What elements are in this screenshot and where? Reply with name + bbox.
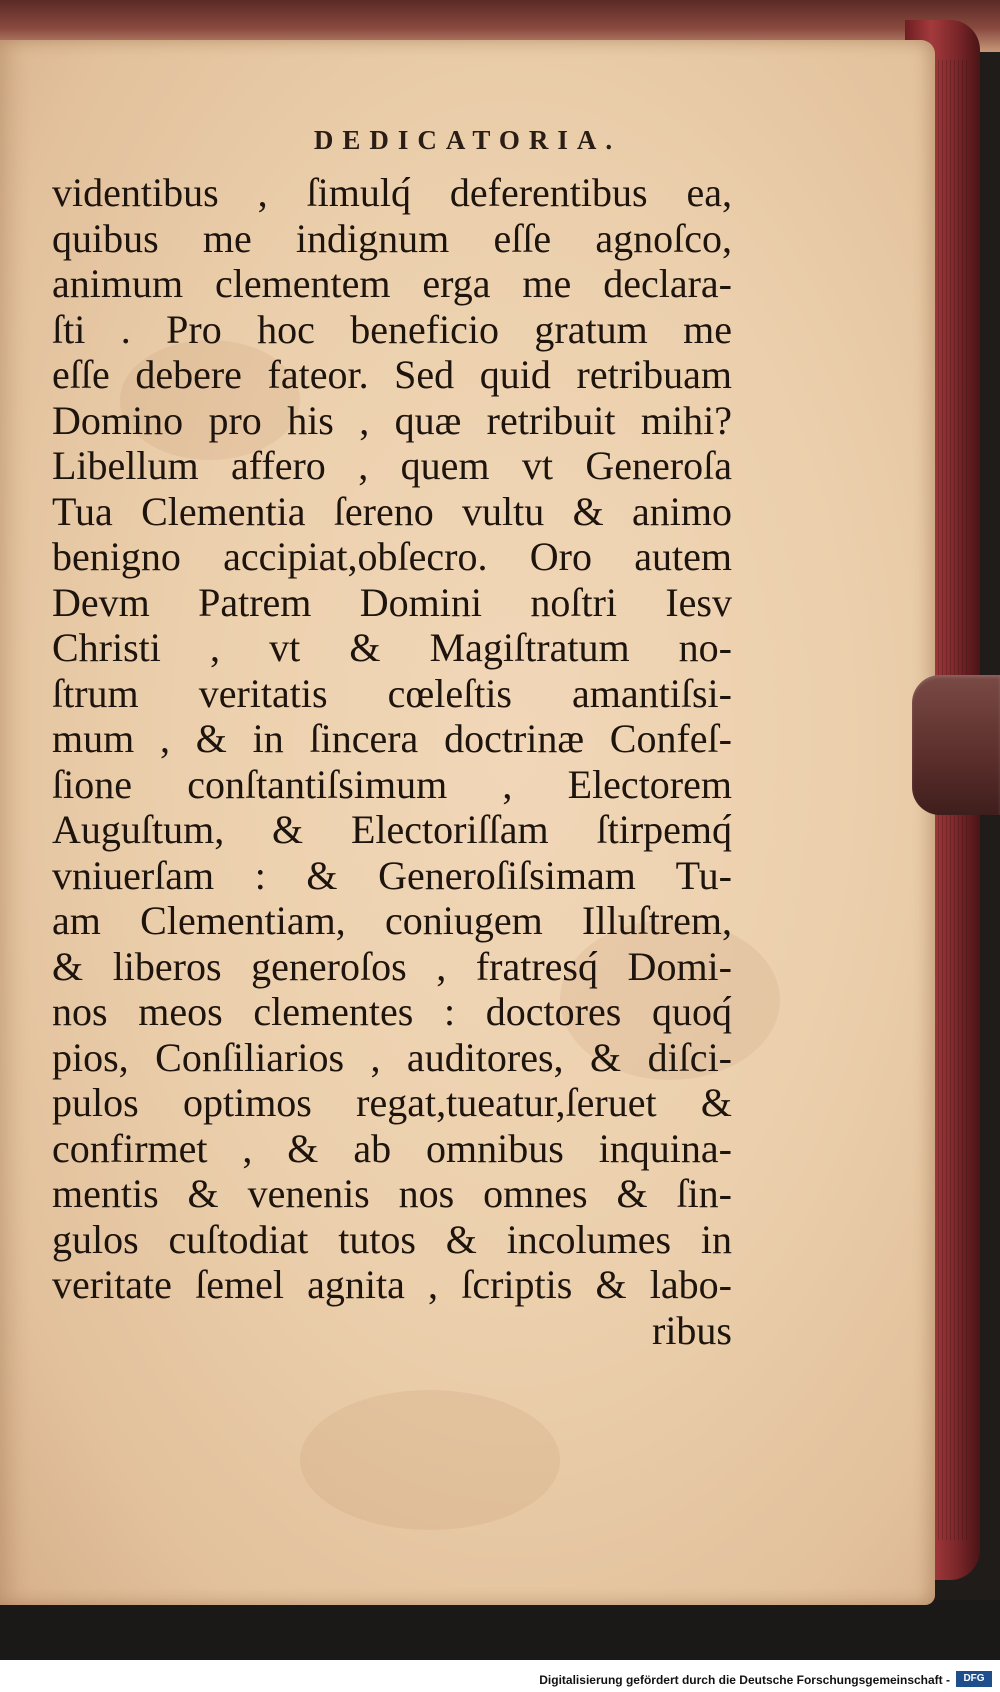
text-line: confirmet , & ab omnibus inquina-: [52, 1125, 732, 1171]
text-line: Devm Patrem Domini noſtri Iesv: [52, 579, 732, 625]
dfg-logo: DFG: [956, 1671, 992, 1687]
running-head: DEDICATORIA.: [313, 125, 622, 155]
text-line: Auguſtum, & Electoriſſam ſtirpemq́: [52, 807, 732, 852]
text-line: ſti . Pro hoc beneficio gratum me: [52, 306, 732, 352]
text-line: gulos cuſtodiat tutos & incolumes in: [52, 1216, 732, 1262]
text-line: mentis & venenis nos omnes & ſin-: [52, 1171, 732, 1216]
text-line: veritate ſemel agnita , ſcriptis & labo-: [52, 1262, 732, 1307]
text-line: & liberos generoſos , fratresq́ Domi-: [52, 943, 732, 989]
funding-credit: Digitalisierung gefördert durch die Deutsche Forschungsgemeinschaft -: [539, 1673, 950, 1687]
text-line: Libellum affero , quem vt Generoſa: [52, 443, 732, 488]
text-line: nos meos clementes : doctores quoq́: [52, 989, 732, 1034]
book-clasp: [912, 675, 1000, 815]
text-line: animum clementem erga me declara-: [52, 261, 732, 306]
text-line: vniuerſam : & Generoſiſsimam Tu-: [52, 852, 732, 898]
text-line: pios, Conſiliarios , auditores, & diſci-: [52, 1034, 732, 1080]
text-line: quibus me indignum eſſe agnoſco,: [52, 215, 732, 261]
text-line: videntibus , ſimulq́ deferentibus ea,: [52, 170, 732, 215]
text-line: mum , & in ſincera doctrinæ Confeſ-: [52, 716, 732, 761]
text-line: Christi , vt & Magiſtratum no-: [52, 625, 732, 670]
text-line: pulos optimos regat,tueatur,ſeruet &: [52, 1080, 732, 1125]
text-line: Domino pro his , quæ retribuit mihi?: [52, 397, 732, 443]
text-line: benigno accipiat,obſecro. Oro autem: [52, 534, 732, 579]
text-line: eſſe debere fateor. Sed quid retribuam: [52, 352, 732, 397]
scan-background: [0, 1600, 1000, 1660]
text-line: Tua Clementia ſereno vultu & animo: [52, 488, 732, 534]
page-text-block: [52, 170, 732, 1353]
text-line: am Clementiam, coniugem Illuſtrem,: [52, 898, 732, 943]
text-line: ſtrum veritatis cœleſtis amantiſsi-: [52, 670, 732, 716]
text-line: ſione conſtantiſsimum , Electorem: [52, 761, 732, 807]
paper-stain: [300, 1390, 560, 1530]
catchword: ribus: [652, 1307, 732, 1353]
